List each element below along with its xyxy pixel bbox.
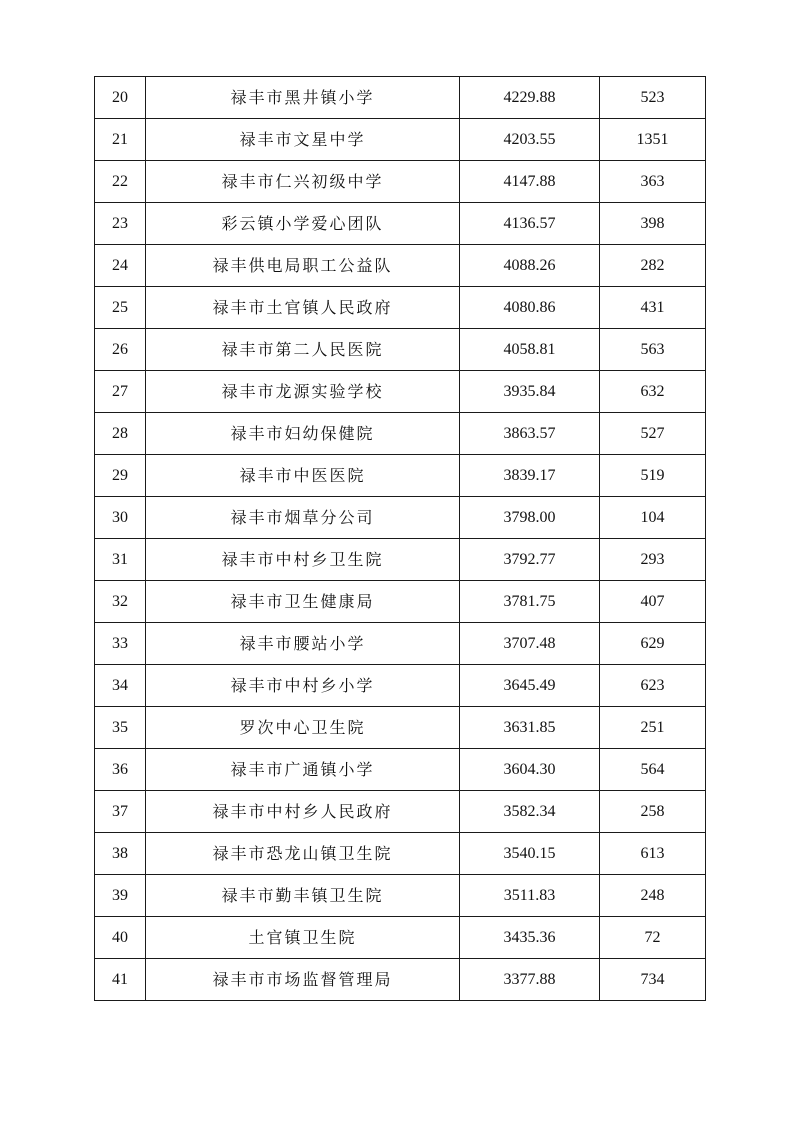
count-cell: 629 bbox=[600, 623, 706, 665]
rank-cell: 37 bbox=[95, 791, 146, 833]
count-cell: 1351 bbox=[600, 119, 706, 161]
organization-name-cell: 禄丰市勤丰镇卫生院 bbox=[146, 875, 460, 917]
organization-name-cell: 禄丰市土官镇人民政府 bbox=[146, 287, 460, 329]
table-row bbox=[95, 203, 706, 245]
table-row bbox=[95, 833, 706, 875]
rank-cell: 41 bbox=[95, 959, 146, 1001]
organization-name-cell: 禄丰市中医医院 bbox=[146, 455, 460, 497]
rank-cell: 35 bbox=[95, 707, 146, 749]
count-cell: 431 bbox=[600, 287, 706, 329]
amount-cell: 3604.30 bbox=[460, 749, 600, 791]
amount-cell: 4058.81 bbox=[460, 329, 600, 371]
amount-cell: 3935.84 bbox=[460, 371, 600, 413]
table-row bbox=[95, 329, 706, 371]
organization-name-cell: 禄丰市仁兴初级中学 bbox=[146, 161, 460, 203]
count-cell: 564 bbox=[600, 749, 706, 791]
organization-name-cell: 禄丰市恐龙山镇卫生院 bbox=[146, 833, 460, 875]
organization-name-cell: 禄丰市烟草分公司 bbox=[146, 497, 460, 539]
organization-name-cell: 罗次中心卫生院 bbox=[146, 707, 460, 749]
organization-name-cell: 禄丰供电局职工公益队 bbox=[146, 245, 460, 287]
count-cell: 734 bbox=[600, 959, 706, 1001]
table-row bbox=[95, 581, 706, 623]
organization-name-cell: 禄丰市广通镇小学 bbox=[146, 749, 460, 791]
table-row bbox=[95, 371, 706, 413]
table-row bbox=[95, 413, 706, 455]
count-cell: 407 bbox=[600, 581, 706, 623]
organization-name-cell: 禄丰市龙源实验学校 bbox=[146, 371, 460, 413]
count-cell: 258 bbox=[600, 791, 706, 833]
table-row bbox=[95, 959, 706, 1001]
amount-cell: 3582.34 bbox=[460, 791, 600, 833]
count-cell: 519 bbox=[600, 455, 706, 497]
count-cell: 623 bbox=[600, 665, 706, 707]
amount-cell: 4147.88 bbox=[460, 161, 600, 203]
rank-cell: 33 bbox=[95, 623, 146, 665]
rank-cell: 29 bbox=[95, 455, 146, 497]
rank-cell: 23 bbox=[95, 203, 146, 245]
organization-name-cell: 禄丰市第二人民医院 bbox=[146, 329, 460, 371]
rank-cell: 21 bbox=[95, 119, 146, 161]
count-cell: 293 bbox=[600, 539, 706, 581]
rank-cell: 38 bbox=[95, 833, 146, 875]
organization-name-cell: 禄丰市中村乡小学 bbox=[146, 665, 460, 707]
table-row bbox=[95, 497, 706, 539]
count-cell: 563 bbox=[600, 329, 706, 371]
organization-name-cell: 禄丰市腰站小学 bbox=[146, 623, 460, 665]
rank-cell: 40 bbox=[95, 917, 146, 959]
amount-cell: 3435.36 bbox=[460, 917, 600, 959]
count-cell: 398 bbox=[600, 203, 706, 245]
table-row bbox=[95, 77, 706, 119]
rank-cell: 30 bbox=[95, 497, 146, 539]
organization-name-cell: 禄丰市中村乡人民政府 bbox=[146, 791, 460, 833]
count-cell: 527 bbox=[600, 413, 706, 455]
amount-cell: 3792.77 bbox=[460, 539, 600, 581]
donation-ranking-table bbox=[94, 76, 706, 1001]
table-row bbox=[95, 119, 706, 161]
organization-name-cell: 禄丰市中村乡卫生院 bbox=[146, 539, 460, 581]
table-row bbox=[95, 791, 706, 833]
count-cell: 251 bbox=[600, 707, 706, 749]
rank-cell: 24 bbox=[95, 245, 146, 287]
table-row bbox=[95, 161, 706, 203]
amount-cell: 3377.88 bbox=[460, 959, 600, 1001]
amount-cell: 3540.15 bbox=[460, 833, 600, 875]
organization-name-cell: 禄丰市卫生健康局 bbox=[146, 581, 460, 623]
amount-cell: 4203.55 bbox=[460, 119, 600, 161]
amount-cell: 3511.83 bbox=[460, 875, 600, 917]
table-row bbox=[95, 623, 706, 665]
amount-cell: 3645.49 bbox=[460, 665, 600, 707]
count-cell: 72 bbox=[600, 917, 706, 959]
amount-cell: 3798.00 bbox=[460, 497, 600, 539]
count-cell: 248 bbox=[600, 875, 706, 917]
rank-cell: 28 bbox=[95, 413, 146, 455]
rank-cell: 20 bbox=[95, 77, 146, 119]
table-row bbox=[95, 539, 706, 581]
rank-cell: 31 bbox=[95, 539, 146, 581]
organization-name-cell: 禄丰市妇幼保健院 bbox=[146, 413, 460, 455]
table-row bbox=[95, 707, 706, 749]
count-cell: 282 bbox=[600, 245, 706, 287]
amount-cell: 3863.57 bbox=[460, 413, 600, 455]
table-row bbox=[95, 287, 706, 329]
table-row bbox=[95, 455, 706, 497]
count-cell: 523 bbox=[600, 77, 706, 119]
amount-cell: 4080.86 bbox=[460, 287, 600, 329]
organization-name-cell: 禄丰市文星中学 bbox=[146, 119, 460, 161]
organization-name-cell: 禄丰市黑井镇小学 bbox=[146, 77, 460, 119]
amount-cell: 4136.57 bbox=[460, 203, 600, 245]
table-row bbox=[95, 749, 706, 791]
amount-cell: 4088.26 bbox=[460, 245, 600, 287]
amount-cell: 3707.48 bbox=[460, 623, 600, 665]
rank-cell: 25 bbox=[95, 287, 146, 329]
rank-cell: 34 bbox=[95, 665, 146, 707]
rank-cell: 26 bbox=[95, 329, 146, 371]
count-cell: 104 bbox=[600, 497, 706, 539]
rank-cell: 39 bbox=[95, 875, 146, 917]
organization-name-cell: 土官镇卫生院 bbox=[146, 917, 460, 959]
rank-cell: 22 bbox=[95, 161, 146, 203]
table-row bbox=[95, 875, 706, 917]
table-row bbox=[95, 665, 706, 707]
rank-cell: 32 bbox=[95, 581, 146, 623]
table-row bbox=[95, 245, 706, 287]
organization-name-cell: 禄丰市市场监督管理局 bbox=[146, 959, 460, 1001]
count-cell: 613 bbox=[600, 833, 706, 875]
count-cell: 632 bbox=[600, 371, 706, 413]
amount-cell: 3781.75 bbox=[460, 581, 600, 623]
count-cell: 363 bbox=[600, 161, 706, 203]
amount-cell: 4229.88 bbox=[460, 77, 600, 119]
rank-cell: 36 bbox=[95, 749, 146, 791]
organization-name-cell: 彩云镇小学爱心团队 bbox=[146, 203, 460, 245]
rank-cell: 27 bbox=[95, 371, 146, 413]
table-row bbox=[95, 917, 706, 959]
amount-cell: 3631.85 bbox=[460, 707, 600, 749]
amount-cell: 3839.17 bbox=[460, 455, 600, 497]
